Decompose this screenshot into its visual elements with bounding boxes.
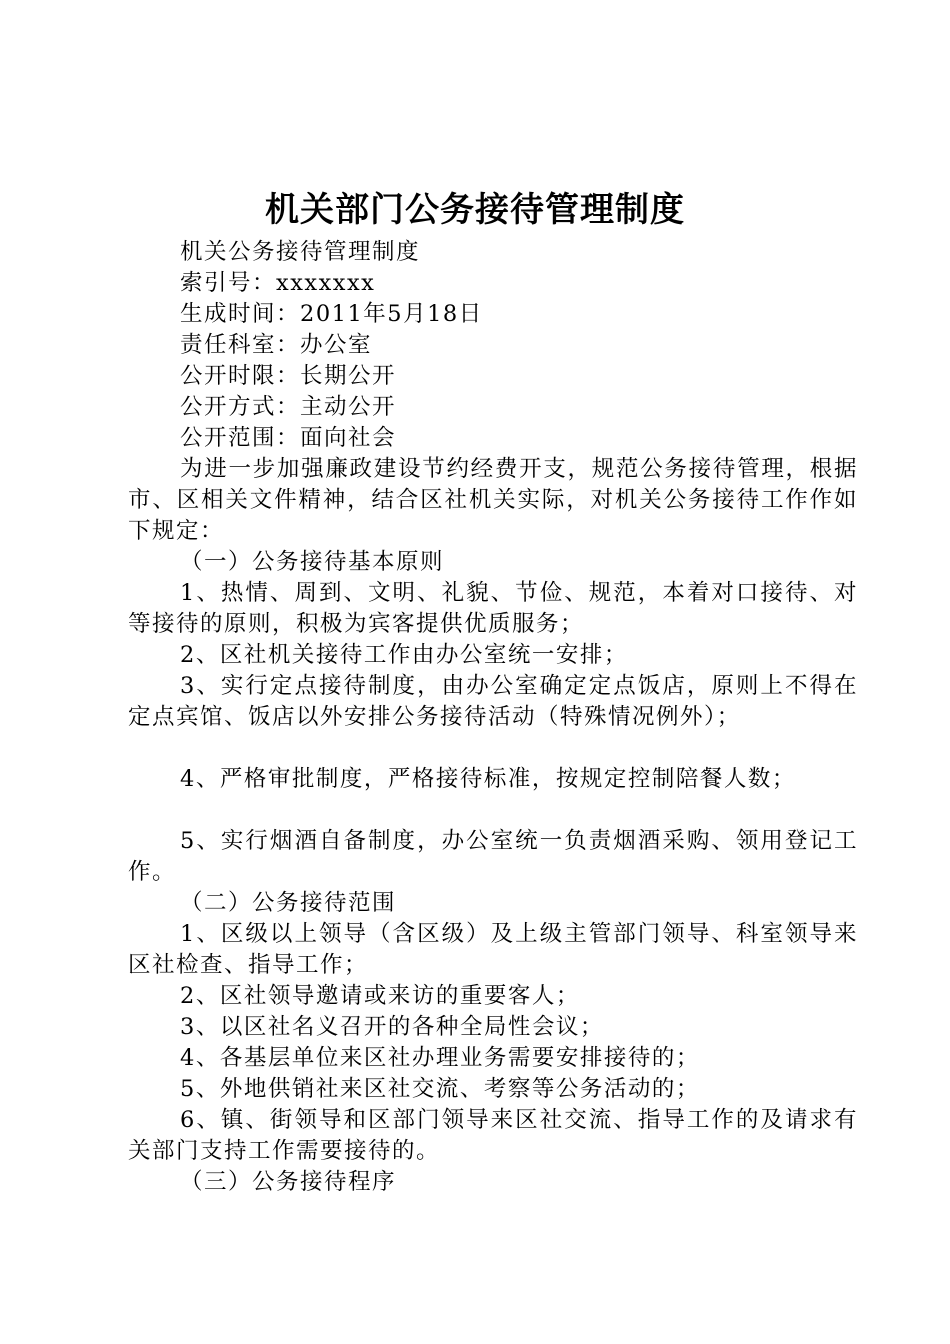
- section-heading-procedure: （三）公务接待程序: [180, 1169, 397, 1195]
- meta-disclosure-period: 公开时限：长期公开: [180, 363, 397, 389]
- meta-responsible-office: 责任科室：办公室: [180, 332, 373, 358]
- scope-item: 2、区社领导邀请或来访的重要客人；: [180, 983, 580, 1009]
- intro-paragraph: 为进一步加强廉政建设节约经费开支，规范公务接待管理，根据市、区相关文件精神，结合区社机关实际，对机关公务接待工作作如下规定：: [128, 456, 858, 544]
- document-body: [128, 237, 858, 1198]
- meta-disclosure-method: 公开方式：主动公开: [180, 394, 397, 420]
- scope-item: 3、以区社名义召开的各种全局性会议；: [180, 1014, 604, 1040]
- principle-item: 4、严格审批制度，严格接待标准，按规定控制陪餐人数；: [180, 766, 796, 792]
- section-heading-scope: （二）公务接待范围: [180, 890, 397, 916]
- meta-generated-time: 生成时间：2011年5月18日: [180, 301, 483, 327]
- document-title: 机关部门公务接待管理制度: [265, 190, 685, 230]
- section-heading-principles: （一）公务接待基本原则: [180, 549, 445, 575]
- scope-item: 6、镇、街领导和区部门领导来区社交流、指导工作的及请求有关部门支持工作需要接待的。: [128, 1107, 858, 1164]
- meta-index-number: 索引号：xxxxxxx: [180, 270, 376, 296]
- principle-item: 3、实行定点接待制度，由办公室确定定点饭店，原则上不得在定点宾馆、饭店以外安排公务接待活动（特殊情况例外）；: [128, 673, 858, 730]
- paragraph-gap: [128, 795, 858, 826]
- meta-disclosure-scope: 公开范围：面向社会: [180, 425, 397, 451]
- meta-line: 机关公务接待管理制度: [180, 239, 421, 265]
- scope-item: 1、区级以上领导（含区级）及上级主管部门领导、科室领导来区社检查、指导工作；: [128, 921, 858, 978]
- principle-item: 5、实行烟酒自备制度，办公室统一负责烟酒采购、领用登记工作。: [128, 828, 858, 885]
- principle-item: 1、热情、周到、文明、礼貌、节俭、规范，本着对口接待、对等接待的原则，积极为宾客提供优质服务；: [128, 580, 858, 637]
- paragraph-gap: [128, 733, 858, 764]
- scope-item: 5、外地供销社来区社交流、考察等公务活动的；: [180, 1076, 700, 1102]
- scope-item: 4、各基层单位来区社办理业务需要安排接待的；: [180, 1045, 700, 1071]
- principle-item: 2、区社机关接待工作由办公室统一安排；: [180, 642, 628, 668]
